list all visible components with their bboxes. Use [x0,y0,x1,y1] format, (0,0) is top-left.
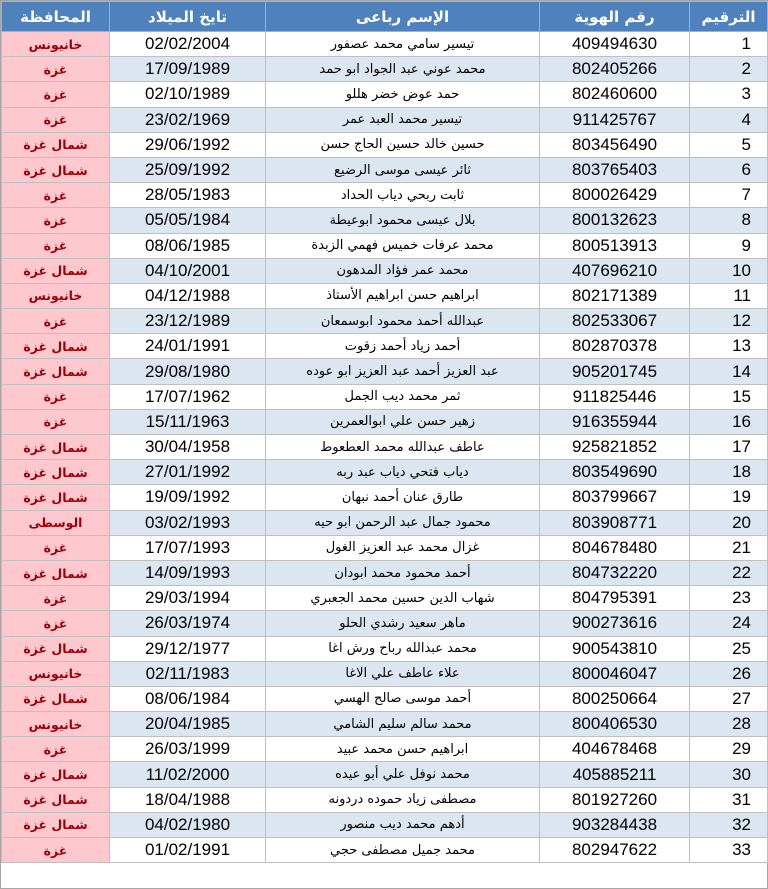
cell-id-number[interactable]: 916355944 [540,409,690,434]
cell-number[interactable]: 30 [690,762,768,787]
cell-id-number[interactable]: 801927260 [540,787,690,812]
cell-birth-date[interactable]: 29/06/1992 [110,132,266,157]
cell-number[interactable]: 21 [690,535,768,560]
cell-birth-date[interactable]: 28/05/1983 [110,183,266,208]
cell-full-name[interactable]: ثائر عيسى موسى الرضيع [266,157,540,182]
cell-full-name[interactable]: أحمد محمود محمد ابودان [266,560,540,585]
cell-birth-date[interactable]: 23/02/1969 [110,107,266,132]
cell-full-name[interactable]: مصطفى زياد حموده دردونه [266,787,540,812]
table-row [2,560,768,585]
cell-full-name[interactable]: محمد عرفات خميس فهمي الزبدة [266,233,540,258]
cell-full-name[interactable]: محمد عمر فؤاد المدهون [266,258,540,283]
cell-id-number[interactable]: 802171389 [540,283,690,308]
cell-governorate[interactable]: شمال غزة [2,560,110,585]
cell-birth-date[interactable]: 20/04/1985 [110,712,266,737]
header-governorate[interactable]: المحافظة [2,2,110,32]
cell-governorate[interactable]: شمال غزة [2,686,110,711]
header-row [2,2,768,32]
cell-number[interactable]: 4 [690,107,768,132]
cell-birth-date[interactable]: 04/12/1988 [110,283,266,308]
table-row [2,535,768,560]
cell-number[interactable]: 18 [690,460,768,485]
cell-full-name[interactable]: محمد جميل مصطفى حجي [266,838,540,863]
cell-number[interactable]: 23 [690,586,768,611]
cell-birth-date[interactable]: 15/11/1963 [110,409,266,434]
cell-full-name[interactable]: علاء عاطف علي الاغا [266,661,540,686]
cell-number[interactable]: 1 [690,32,768,57]
cell-birth-date[interactable]: 29/08/1980 [110,359,266,384]
cell-number[interactable]: 17 [690,435,768,460]
cell-full-name[interactable]: بلال عيسى محمود ابوعيطة [266,208,540,233]
table-row [2,661,768,686]
cell-id-number[interactable]: 900543810 [540,636,690,661]
cell-governorate[interactable]: خانيونس [2,661,110,686]
cell-id-number[interactable]: 407696210 [540,258,690,283]
cell-full-name[interactable]: ثابت ربحي دياب الحداد [266,183,540,208]
cell-birth-date[interactable]: 30/04/1958 [110,435,266,460]
cell-governorate[interactable]: غزة [2,183,110,208]
table-row [2,57,768,82]
table-row [2,283,768,308]
table-row [2,258,768,283]
cell-governorate[interactable]: شمال غزة [2,334,110,359]
cell-id-number[interactable]: 911425767 [540,107,690,132]
table-row [2,409,768,434]
cell-full-name[interactable]: حمد عوض خضر هللو [266,82,540,107]
cell-number[interactable]: 31 [690,787,768,812]
cell-id-number[interactable]: 409494630 [540,32,690,57]
table-body [2,32,768,863]
cell-birth-date[interactable]: 17/07/1962 [110,384,266,409]
cell-number[interactable]: 9 [690,233,768,258]
cell-birth-date[interactable]: 05/05/1984 [110,208,266,233]
cell-full-name[interactable]: عبدالله أحمد محمود ابوسمعان [266,309,540,334]
cell-governorate[interactable]: خانيونس [2,32,110,57]
cell-full-name[interactable]: محمد عوني عبد الجواد ابو حمد [266,57,540,82]
cell-full-name[interactable]: شهاب الدين حسين محمد الجعبري [266,586,540,611]
cell-full-name[interactable]: عبد العزيز أحمد عبد العزيز ابو عوده [266,359,540,384]
cell-governorate[interactable]: شمال غزة [2,460,110,485]
cell-id-number[interactable]: 404678468 [540,737,690,762]
cell-number[interactable]: 2 [690,57,768,82]
cell-birth-date[interactable]: 24/01/1991 [110,334,266,359]
cell-id-number[interactable]: 903284438 [540,812,690,837]
cell-birth-date[interactable]: 01/02/1991 [110,838,266,863]
cell-governorate[interactable]: غزة [2,309,110,334]
cell-governorate[interactable]: غزة [2,233,110,258]
cell-id-number[interactable]: 804795391 [540,586,690,611]
cell-birth-date[interactable]: 25/09/1992 [110,157,266,182]
cell-id-number[interactable]: 800250664 [540,686,690,711]
cell-id-number[interactable]: 804678480 [540,535,690,560]
cell-full-name[interactable]: تيسير محمد العبد عمر [266,107,540,132]
cell-birth-date[interactable]: 26/03/1999 [110,737,266,762]
cell-birth-date[interactable]: 18/04/1988 [110,787,266,812]
cell-number[interactable]: 27 [690,686,768,711]
cell-full-name[interactable]: ابراهيم حسن محمد عبيد [266,737,540,762]
table-row [2,485,768,510]
cell-governorate[interactable]: غزة [2,82,110,107]
cell-birth-date[interactable]: 17/07/1993 [110,535,266,560]
cell-number[interactable]: 10 [690,258,768,283]
table-row [2,586,768,611]
cell-number[interactable]: 25 [690,636,768,661]
cell-governorate[interactable]: غزة [2,409,110,434]
cell-number[interactable]: 13 [690,334,768,359]
cell-birth-date[interactable]: 02/11/1983 [110,661,266,686]
table-row [2,334,768,359]
cell-governorate[interactable]: شمال غزة [2,157,110,182]
cell-governorate[interactable]: غزة [2,107,110,132]
cell-id-number[interactable]: 905201745 [540,359,690,384]
cell-birth-date[interactable]: 11/02/2000 [110,762,266,787]
cell-number[interactable]: 12 [690,309,768,334]
cell-governorate[interactable]: غزة [2,535,110,560]
cell-number[interactable]: 15 [690,384,768,409]
cell-governorate[interactable]: شمال غزة [2,636,110,661]
cell-birth-date[interactable]: 27/01/1992 [110,460,266,485]
cell-number[interactable]: 20 [690,510,768,535]
table-header [2,2,768,32]
cell-full-name[interactable]: محمد سالم سليم الشامي [266,712,540,737]
cell-number[interactable]: 28 [690,712,768,737]
cell-id-number[interactable]: 800513913 [540,233,690,258]
cell-governorate[interactable]: شمال غزة [2,812,110,837]
table-row [2,435,768,460]
table-row [2,309,768,334]
cell-id-number[interactable]: 800046047 [540,661,690,686]
cell-full-name[interactable]: أدهم محمد ديب منصور [266,812,540,837]
cell-birth-date[interactable]: 02/02/2004 [110,32,266,57]
table-row [2,208,768,233]
cell-birth-date[interactable]: 26/03/1974 [110,611,266,636]
cell-number[interactable]: 8 [690,208,768,233]
cell-number[interactable]: 22 [690,560,768,585]
table-row [2,762,768,787]
cell-full-name[interactable]: غزال محمد عبد العزيز الغول [266,535,540,560]
cell-id-number[interactable]: 804732220 [540,560,690,585]
cell-full-name[interactable]: ثمر محمد ديب الجمل [266,384,540,409]
cell-full-name[interactable]: ابراهيم حسن ابراهيم الأستاذ [266,283,540,308]
cell-full-name[interactable]: زهير حسن علي ابوالعمرين [266,409,540,434]
cell-birth-date[interactable]: 29/03/1994 [110,586,266,611]
table-row [2,712,768,737]
cell-governorate[interactable]: غزة [2,611,110,636]
cell-full-name[interactable]: محمد عبدالله رباح ورش اغا [266,636,540,661]
table-row [2,107,768,132]
header-birth-date[interactable]: تايخ الميلاد [110,2,266,32]
cell-full-name[interactable]: ماهر سعيد رشدي الحلو [266,611,540,636]
cell-birth-date[interactable]: 08/06/1984 [110,686,266,711]
cell-number[interactable]: 16 [690,409,768,434]
cell-governorate[interactable]: غزة [2,208,110,233]
cell-id-number[interactable]: 800026429 [540,183,690,208]
cell-full-name[interactable]: أحمد زياد أحمد زقوت [266,334,540,359]
cell-birth-date[interactable]: 08/06/1985 [110,233,266,258]
cell-governorate[interactable]: غزة [2,384,110,409]
table-row [2,510,768,535]
cell-governorate[interactable]: شمال غزة [2,359,110,384]
table-row [2,686,768,711]
cell-id-number[interactable]: 803765403 [540,157,690,182]
cell-id-number[interactable]: 803908771 [540,510,690,535]
table-row [2,838,768,863]
cell-birth-date[interactable]: 04/10/2001 [110,258,266,283]
cell-governorate[interactable]: غزة [2,586,110,611]
cell-governorate[interactable]: شمال غزة [2,132,110,157]
cell-number[interactable]: 24 [690,611,768,636]
cell-governorate[interactable]: شمال غزة [2,485,110,510]
cell-full-name[interactable]: محمد نوفل علي أبو عيده [266,762,540,787]
cell-number[interactable]: 32 [690,812,768,837]
cell-birth-date[interactable]: 04/02/1980 [110,812,266,837]
table-row [2,787,768,812]
cell-governorate[interactable]: شمال غزة [2,787,110,812]
header-number[interactable]: الترقيم [690,2,768,32]
cell-id-number[interactable]: 800406530 [540,712,690,737]
cell-birth-date[interactable]: 17/09/1989 [110,57,266,82]
header-full-name[interactable]: الإسم رباعى [266,2,540,32]
cell-governorate[interactable]: الوسطى [2,510,110,535]
cell-governorate[interactable]: شمال غزة [2,258,110,283]
cell-number[interactable]: 26 [690,661,768,686]
cell-id-number[interactable]: 802460600 [540,82,690,107]
cell-governorate[interactable]: غزة [2,57,110,82]
cell-full-name[interactable]: محمود جمال عبد الرحمن ابو حيه [266,510,540,535]
cell-governorate[interactable]: خانيونس [2,712,110,737]
cell-number[interactable]: 3 [690,82,768,107]
cell-id-number[interactable]: 803549690 [540,460,690,485]
cell-id-number[interactable]: 802533067 [540,309,690,334]
cell-birth-date[interactable]: 23/12/1989 [110,309,266,334]
records-table [1,1,768,863]
table-row [2,812,768,837]
cell-governorate[interactable]: غزة [2,737,110,762]
cell-full-name[interactable]: تيسير سامي محمد عصفور [266,32,540,57]
table-row [2,460,768,485]
cell-governorate[interactable]: شمال غزة [2,435,110,460]
cell-id-number[interactable]: 802870378 [540,334,690,359]
cell-governorate[interactable]: خانيونس [2,283,110,308]
table-row [2,384,768,409]
table-row [2,359,768,384]
cell-full-name[interactable]: حسين خالد حسين الحاج حسن [266,132,540,157]
cell-id-number[interactable]: 911825446 [540,384,690,409]
table-row [2,611,768,636]
table-row [2,233,768,258]
cell-full-name[interactable]: عاطف عبدالله محمد العطعوط [266,435,540,460]
table-row [2,737,768,762]
cell-birth-date[interactable]: 14/09/1993 [110,560,266,585]
cell-id-number[interactable]: 405885211 [540,762,690,787]
cell-id-number[interactable]: 803799667 [540,485,690,510]
cell-full-name[interactable]: دياب فتحي دياب عبد ربه [266,460,540,485]
cell-number[interactable]: 7 [690,183,768,208]
cell-full-name[interactable]: طارق عنان أحمد نبهان [266,485,540,510]
table-row [2,183,768,208]
cell-birth-date[interactable]: 29/12/1977 [110,636,266,661]
table-row [2,636,768,661]
cell-id-number[interactable]: 900273616 [540,611,690,636]
cell-number[interactable]: 14 [690,359,768,384]
table-row [2,82,768,107]
cell-governorate[interactable]: شمال غزة [2,762,110,787]
cell-id-number[interactable]: 925821852 [540,435,690,460]
cell-id-number[interactable]: 800132623 [540,208,690,233]
cell-governorate[interactable]: غزة [2,838,110,863]
table-row [2,157,768,182]
cell-number[interactable]: 11 [690,283,768,308]
cell-number[interactable]: 5 [690,132,768,157]
cell-birth-date[interactable]: 03/02/1993 [110,510,266,535]
cell-id-number[interactable]: 803456490 [540,132,690,157]
header-id-number[interactable]: رقم الهوية [540,2,690,32]
cell-birth-date[interactable]: 02/10/1989 [110,82,266,107]
table-row [2,32,768,57]
cell-id-number[interactable]: 802947622 [540,838,690,863]
cell-number[interactable]: 33 [690,838,768,863]
cell-full-name[interactable]: أحمد موسى صالح الهسي [266,686,540,711]
table-row [2,132,768,157]
cell-id-number[interactable]: 802405266 [540,57,690,82]
cell-birth-date[interactable]: 19/09/1992 [110,485,266,510]
cell-number[interactable]: 29 [690,737,768,762]
cell-number[interactable]: 19 [690,485,768,510]
cell-number[interactable]: 6 [690,157,768,182]
